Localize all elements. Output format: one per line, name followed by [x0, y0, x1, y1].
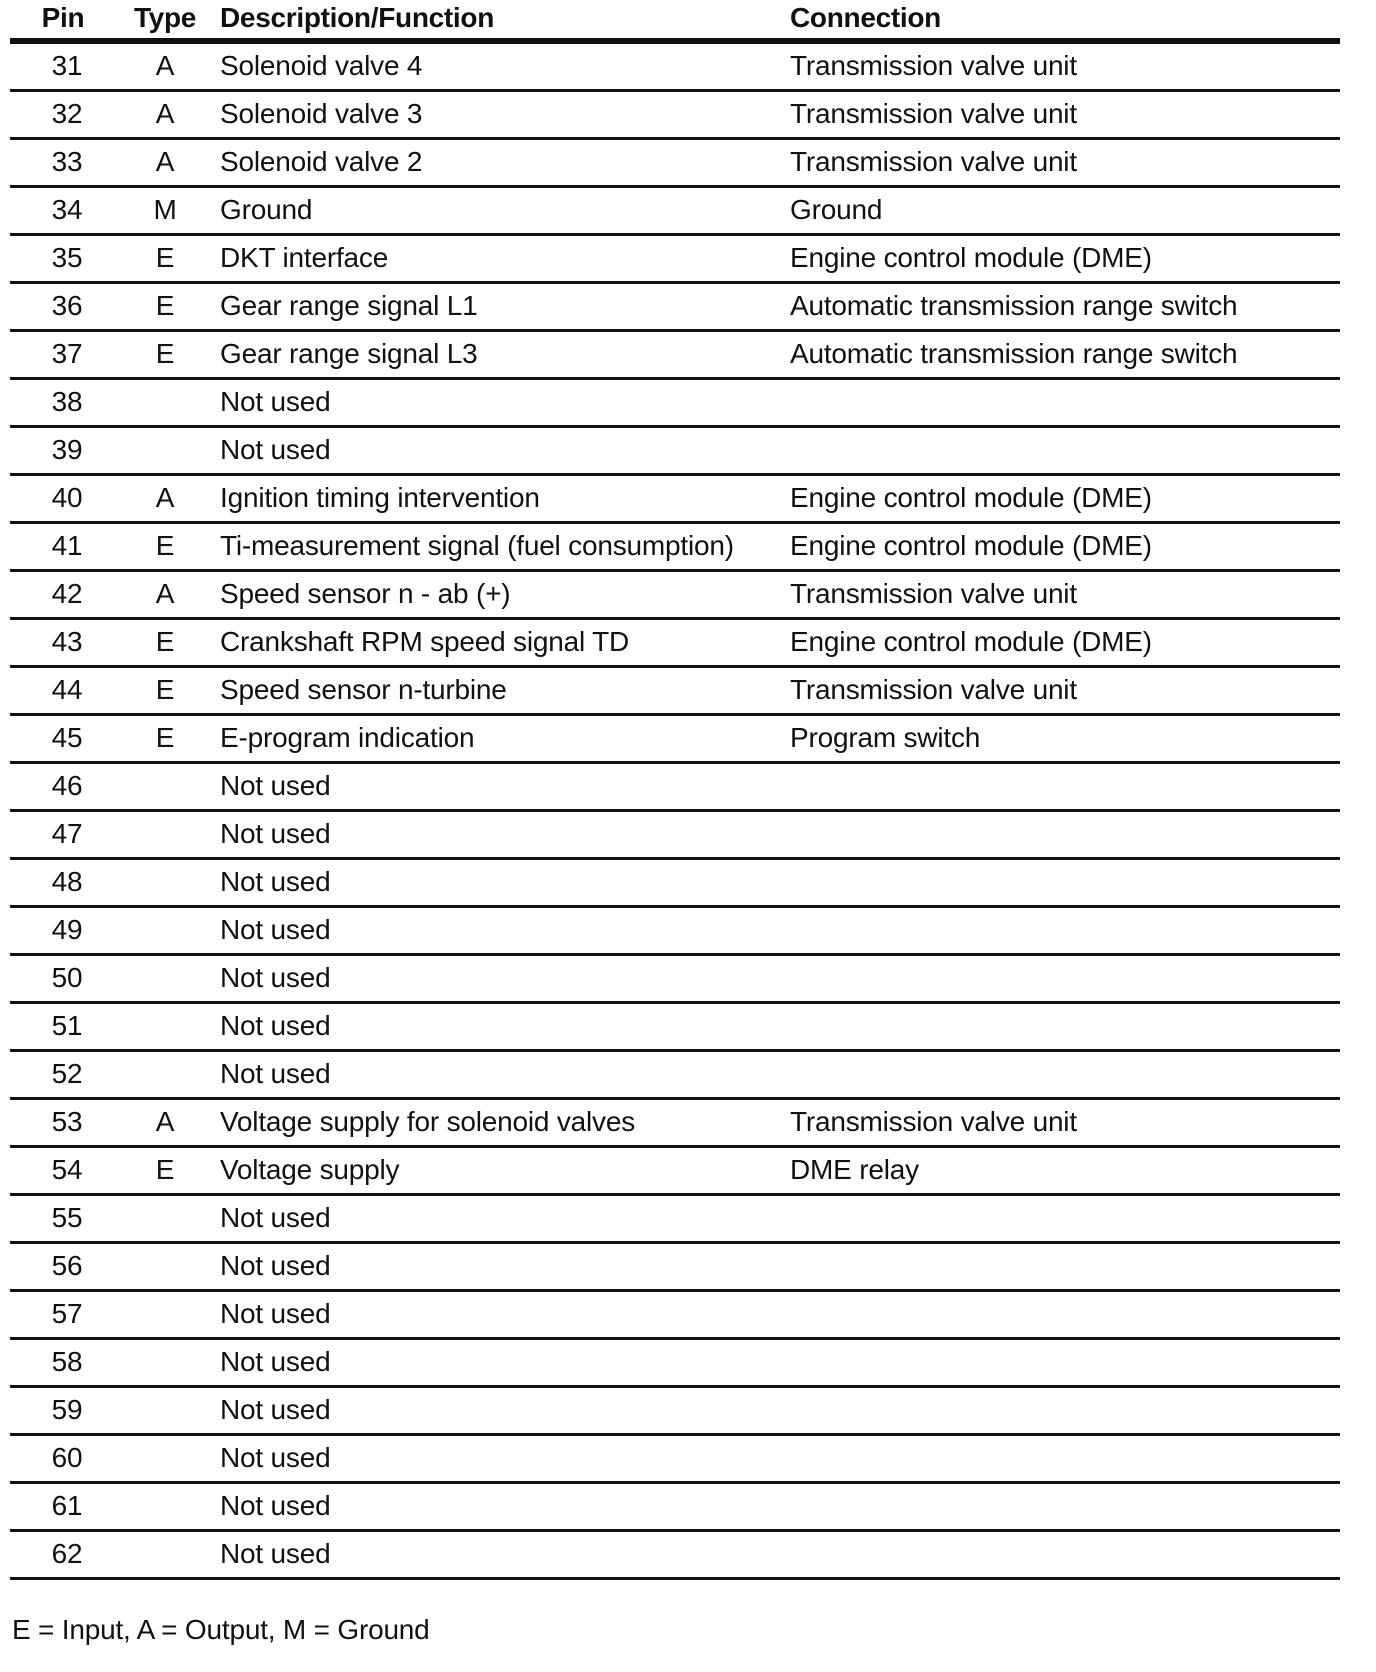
table-row [10, 428, 1340, 476]
table-row [10, 572, 1340, 620]
cell-pin: 47 [51, 818, 83, 849]
table-row [10, 1532, 1340, 1580]
cell-pin: 58 [51, 1346, 83, 1377]
cell-type: E [155, 530, 175, 561]
cell-description: Not used [220, 818, 331, 849]
cell-type: A [155, 146, 175, 177]
cell-pin: 42 [51, 578, 83, 609]
cell-description: Not used [220, 1346, 331, 1377]
header-description: Description/Function [220, 2, 495, 33]
cell-connection: Engine control module (DME) [790, 626, 1152, 657]
cell-description: Not used [220, 1442, 331, 1473]
table-row [10, 44, 1340, 92]
cell-connection: Transmission valve unit [790, 98, 1077, 129]
cell-connection: Program switch [790, 722, 981, 753]
cell-description: Not used [220, 1490, 331, 1521]
table-row [10, 1436, 1340, 1484]
table-row [10, 620, 1340, 668]
cell-pin: 57 [51, 1298, 83, 1329]
cell-description: Not used [220, 962, 331, 993]
cell-description: Not used [220, 1538, 331, 1569]
cell-pin: 60 [51, 1442, 83, 1473]
cell-description: Solenoid valve 3 [220, 98, 423, 129]
table-row [10, 92, 1340, 140]
table-row [10, 1100, 1340, 1148]
cell-connection: DME relay [790, 1154, 919, 1185]
cell-pin: 31 [51, 50, 83, 81]
cell-type: E [155, 626, 175, 657]
cell-pin: 53 [51, 1106, 83, 1137]
header-pin: Pin [41, 2, 85, 33]
header-type: Type [133, 2, 197, 33]
cell-description: Not used [220, 386, 331, 417]
cell-pin: 59 [51, 1394, 83, 1425]
cell-type: E [155, 242, 175, 273]
cell-description: Solenoid valve 4 [220, 50, 423, 81]
cell-type: E [155, 338, 175, 369]
cell-type: A [155, 50, 175, 81]
cell-type: M [153, 194, 177, 225]
cell-pin: 32 [51, 98, 83, 129]
cell-description: Not used [220, 1250, 331, 1281]
table-row [10, 716, 1340, 764]
cell-description: Gear range signal L3 [220, 338, 478, 369]
cell-connection: Transmission valve unit [790, 50, 1077, 81]
pin-table [10, 0, 1340, 1580]
cell-pin: 38 [51, 386, 83, 417]
table-row [10, 1340, 1340, 1388]
cell-description: Not used [220, 1202, 331, 1233]
table-header [10, 0, 1340, 44]
cell-pin: 49 [51, 914, 83, 945]
cell-pin: 39 [51, 434, 83, 465]
table-row [10, 812, 1340, 860]
cell-description: Voltage supply [220, 1154, 400, 1185]
cell-description: Not used [220, 770, 331, 801]
table-row [10, 956, 1340, 1004]
cell-pin: 51 [51, 1010, 83, 1041]
cell-description: Solenoid valve 2 [220, 146, 423, 177]
cell-type: E [155, 674, 175, 705]
table-row [10, 1484, 1340, 1532]
cell-description: Not used [220, 1298, 331, 1329]
cell-connection: Engine control module (DME) [790, 482, 1152, 513]
cell-type: A [155, 482, 175, 513]
table-row [10, 1052, 1340, 1100]
cell-type: E [155, 290, 175, 321]
cell-description: Not used [220, 914, 331, 945]
cell-description: Not used [220, 1394, 331, 1425]
cell-pin: 55 [51, 1202, 83, 1233]
cell-type: E [155, 722, 175, 753]
table-row [10, 1004, 1340, 1052]
table-row [10, 668, 1340, 716]
cell-connection: Transmission valve unit [790, 146, 1077, 177]
table-row [10, 860, 1340, 908]
table-row [10, 236, 1340, 284]
table-row [10, 1244, 1340, 1292]
cell-pin: 52 [51, 1058, 83, 1089]
cell-pin: 46 [51, 770, 83, 801]
cell-pin: 56 [51, 1250, 83, 1281]
cell-description: Not used [220, 866, 331, 897]
cell-pin: 62 [51, 1538, 83, 1569]
cell-description: Gear range signal L1 [220, 290, 478, 321]
table-row [10, 332, 1340, 380]
cell-pin: 45 [51, 722, 83, 753]
table-row [10, 476, 1340, 524]
cell-pin: 35 [51, 242, 83, 273]
table-row [10, 764, 1340, 812]
cell-connection: Transmission valve unit [790, 578, 1077, 609]
cell-description: Ti-measurement signal (fuel consumption) [220, 530, 734, 561]
cell-type: A [155, 1106, 175, 1137]
cell-connection: Transmission valve unit [790, 674, 1077, 705]
cell-pin: 44 [51, 674, 83, 705]
cell-pin: 50 [51, 962, 83, 993]
cell-description: Crankshaft RPM speed signal TD [220, 626, 629, 657]
cell-description: Speed sensor n - ab (+) [220, 578, 511, 609]
cell-description: E-program indication [220, 722, 475, 753]
table-row [10, 1292, 1340, 1340]
cell-description: Speed sensor n-turbine [220, 674, 507, 705]
cell-pin: 54 [51, 1154, 83, 1185]
cell-connection: Engine control module (DME) [790, 242, 1152, 273]
table-row [10, 140, 1340, 188]
cell-description: Not used [220, 1010, 331, 1041]
cell-description: DKT interface [220, 242, 389, 273]
cell-type: A [155, 578, 175, 609]
legend-footnote: E = Input, A = Output, M = Ground [12, 1614, 430, 1645]
cell-type: A [155, 98, 175, 129]
cell-pin: 36 [51, 290, 83, 321]
cell-connection: Automatic transmission range switch [790, 338, 1238, 369]
cell-connection: Automatic transmission range switch [790, 290, 1238, 321]
cell-pin: 41 [51, 530, 83, 561]
cell-description: Not used [220, 1058, 331, 1089]
table-row [10, 284, 1340, 332]
cell-connection: Ground [790, 194, 883, 225]
cell-pin: 43 [51, 626, 83, 657]
cell-description: Ignition timing intervention [220, 482, 540, 513]
table-row [10, 380, 1340, 428]
cell-description: Voltage supply for solenoid valves [220, 1106, 636, 1137]
cell-description: Ground [220, 194, 313, 225]
table-row [10, 188, 1340, 236]
cell-pin: 40 [51, 482, 83, 513]
table-row [10, 1388, 1340, 1436]
table-row [10, 908, 1340, 956]
table-row [10, 524, 1340, 572]
header-connection: Connection [790, 2, 941, 33]
cell-type: E [155, 1154, 175, 1185]
cell-pin: 33 [51, 146, 83, 177]
cell-pin: 61 [51, 1490, 83, 1521]
cell-pin: 37 [51, 338, 83, 369]
table-row [10, 1196, 1340, 1244]
table-row [10, 1148, 1340, 1196]
cell-description: Not used [220, 434, 331, 465]
table-body [10, 44, 1340, 1580]
cell-connection: Engine control module (DME) [790, 530, 1152, 561]
cell-pin: 48 [51, 866, 83, 897]
cell-connection: Transmission valve unit [790, 1106, 1077, 1137]
cell-pin: 34 [51, 194, 83, 225]
